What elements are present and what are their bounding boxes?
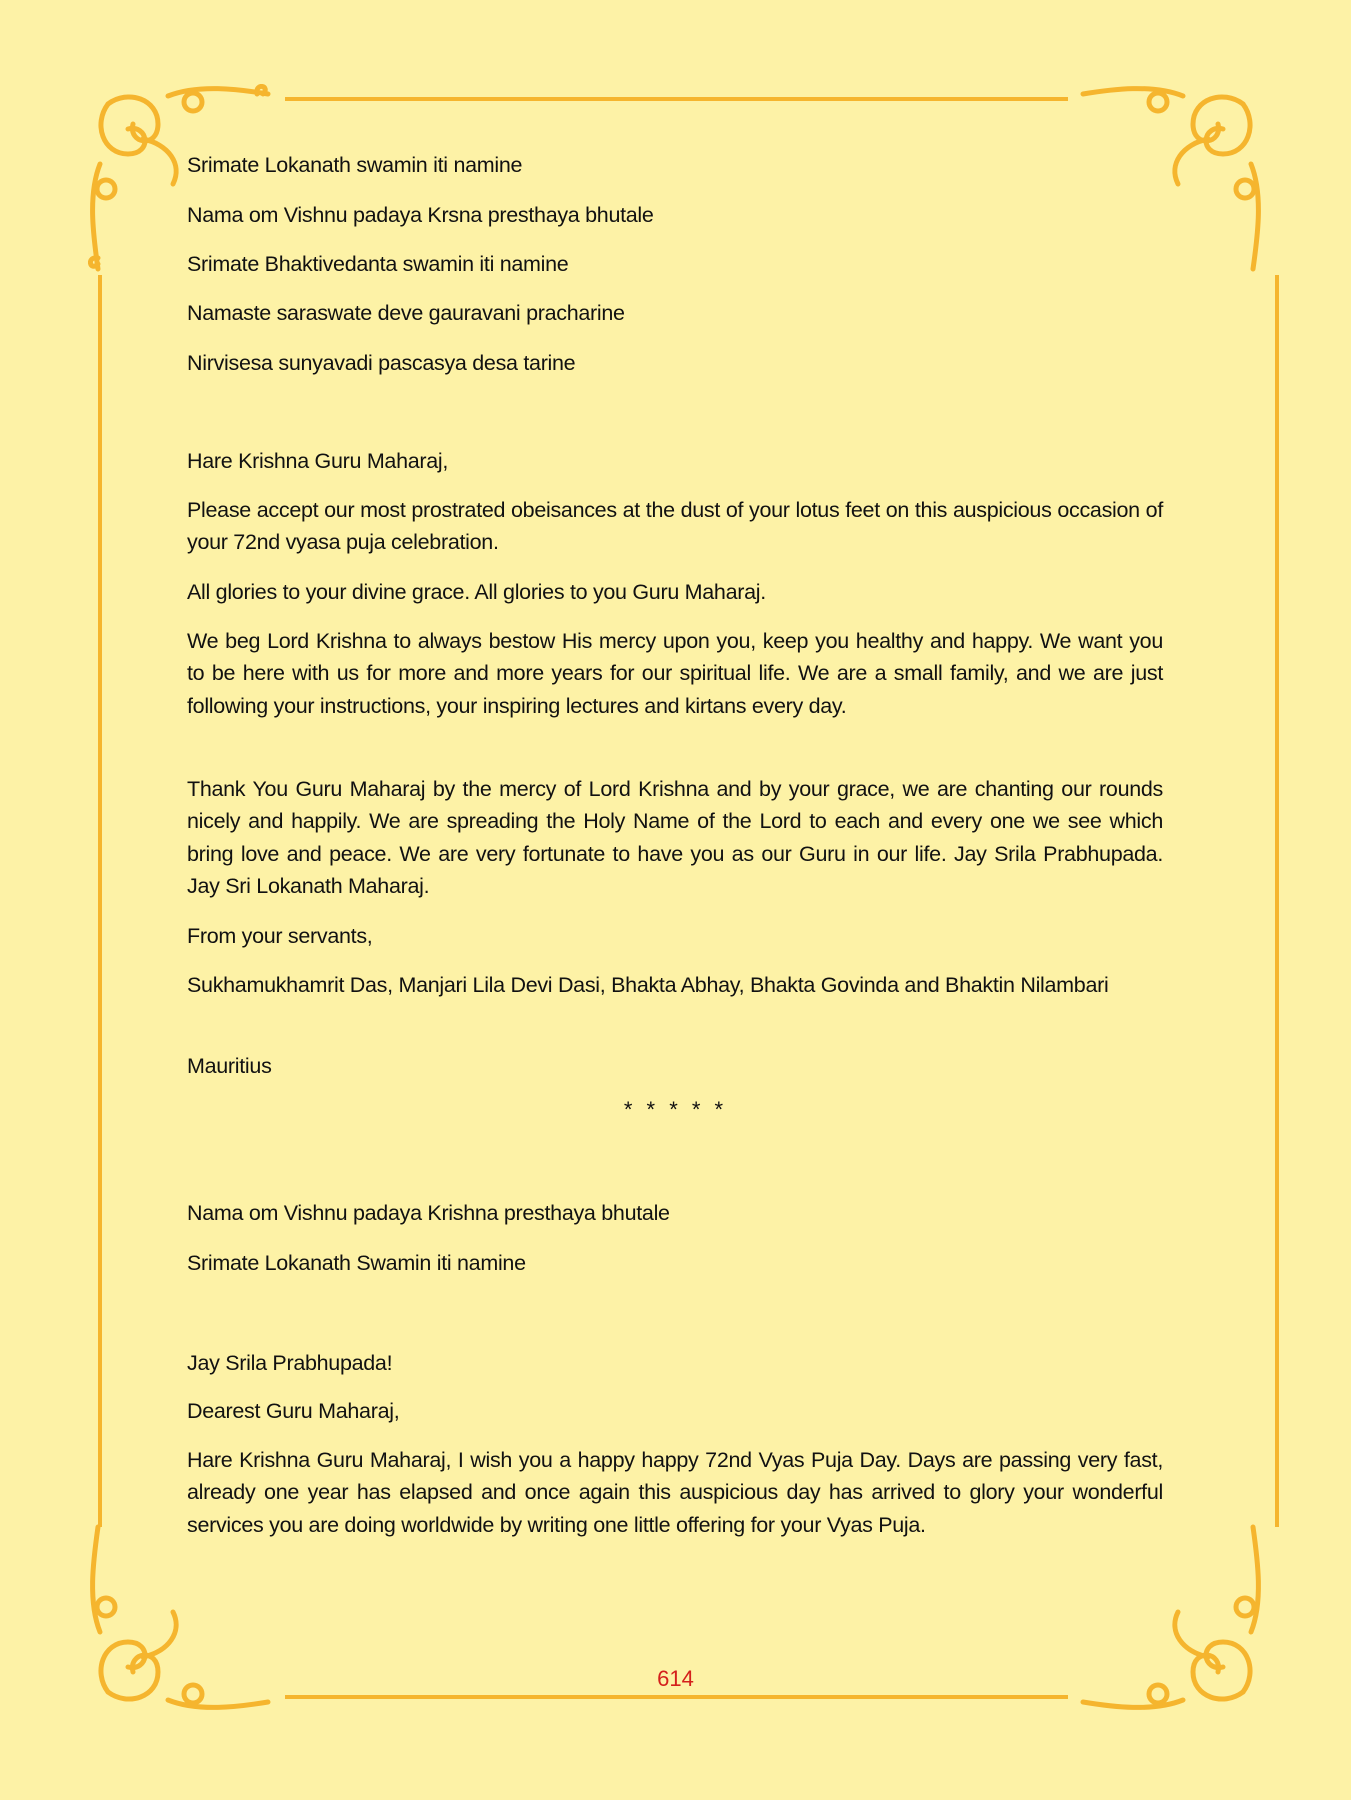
border-bottom bbox=[285, 1695, 1068, 1699]
intro: Jay Srila Prabhupada! bbox=[187, 1351, 393, 1375]
paragraph: Hare Krishna Guru Maharaj, I wish you a happy happy 72nd Vyas Puja Day. Days are passing very fast, already one year has elapsed and once again this auspicious day has arrived to glory your wonderful services you are doing worldwide by writing one little offering for your Vyas Puja. bbox=[187, 1448, 1163, 1537]
border-left bbox=[98, 275, 102, 1527]
greeting: Hare Krishna Guru Maharaj, bbox=[187, 449, 449, 473]
paragraph: We beg Lord Krishna to always bestow His mercy upon you, keep you healthy and happy. We want you to be here with us for more and more years for our spiritual life. We are a small family, and we are just following your instructions, your inspiring lectures and kirtans every day. bbox=[187, 629, 1163, 718]
page-number: 614 bbox=[657, 1666, 694, 1691]
verse-line: Nama om Vishnu padaya Krishna presthaya bhutale bbox=[187, 1201, 670, 1225]
border-right bbox=[1275, 275, 1279, 1527]
verse-line: Nirvisesa sunyavadi pascasya desa tarine bbox=[187, 351, 576, 375]
paragraph: Please accept our most prostrated obeisances at the dust of your lotus feet on this auspicious occasion of your 72nd vyasa puja celebration. bbox=[187, 498, 1163, 555]
closing: From your servants, bbox=[187, 924, 373, 948]
paragraph: All glories to your divine grace. All glories to you Guru Maharaj. bbox=[187, 580, 766, 604]
signatories: Sukhamukhamrit Das, Manjari Lila Devi Dasi, Bhakta Abhay, Bhakta Govinda and Bhaktin Nilambari bbox=[187, 973, 1109, 997]
verse-line: Srimate Lokanath swamin iti namine bbox=[187, 153, 523, 177]
border-top bbox=[285, 97, 1068, 101]
verse-line: Srimate Lokanath Swamin iti namine bbox=[187, 1251, 526, 1275]
location: Mauritius bbox=[187, 1054, 272, 1078]
greeting: Dearest Guru Maharaj, bbox=[187, 1399, 400, 1423]
verse-line: Nama om Vishnu padaya Krsna presthaya bhutale bbox=[187, 203, 654, 227]
paragraph: Thank You Guru Maharaj by the mercy of Lord Krishna and by your grace, we are chanting our rounds nicely and happily. We are spreading the Holy Name of the Lord to each and every one we see which bring love and peace. We are very fortunate to have you as our Guru in our life. Jay Srila Prabhupada. Jay Sri Lokanath Maharaj. bbox=[187, 777, 1163, 898]
separator: * * * * * bbox=[623, 1097, 728, 1122]
verse-line: Srimate Bhaktivedanta swamin iti namine bbox=[187, 252, 569, 276]
verse-line: Namaste saraswate deve gauravani pracharine bbox=[187, 301, 625, 325]
